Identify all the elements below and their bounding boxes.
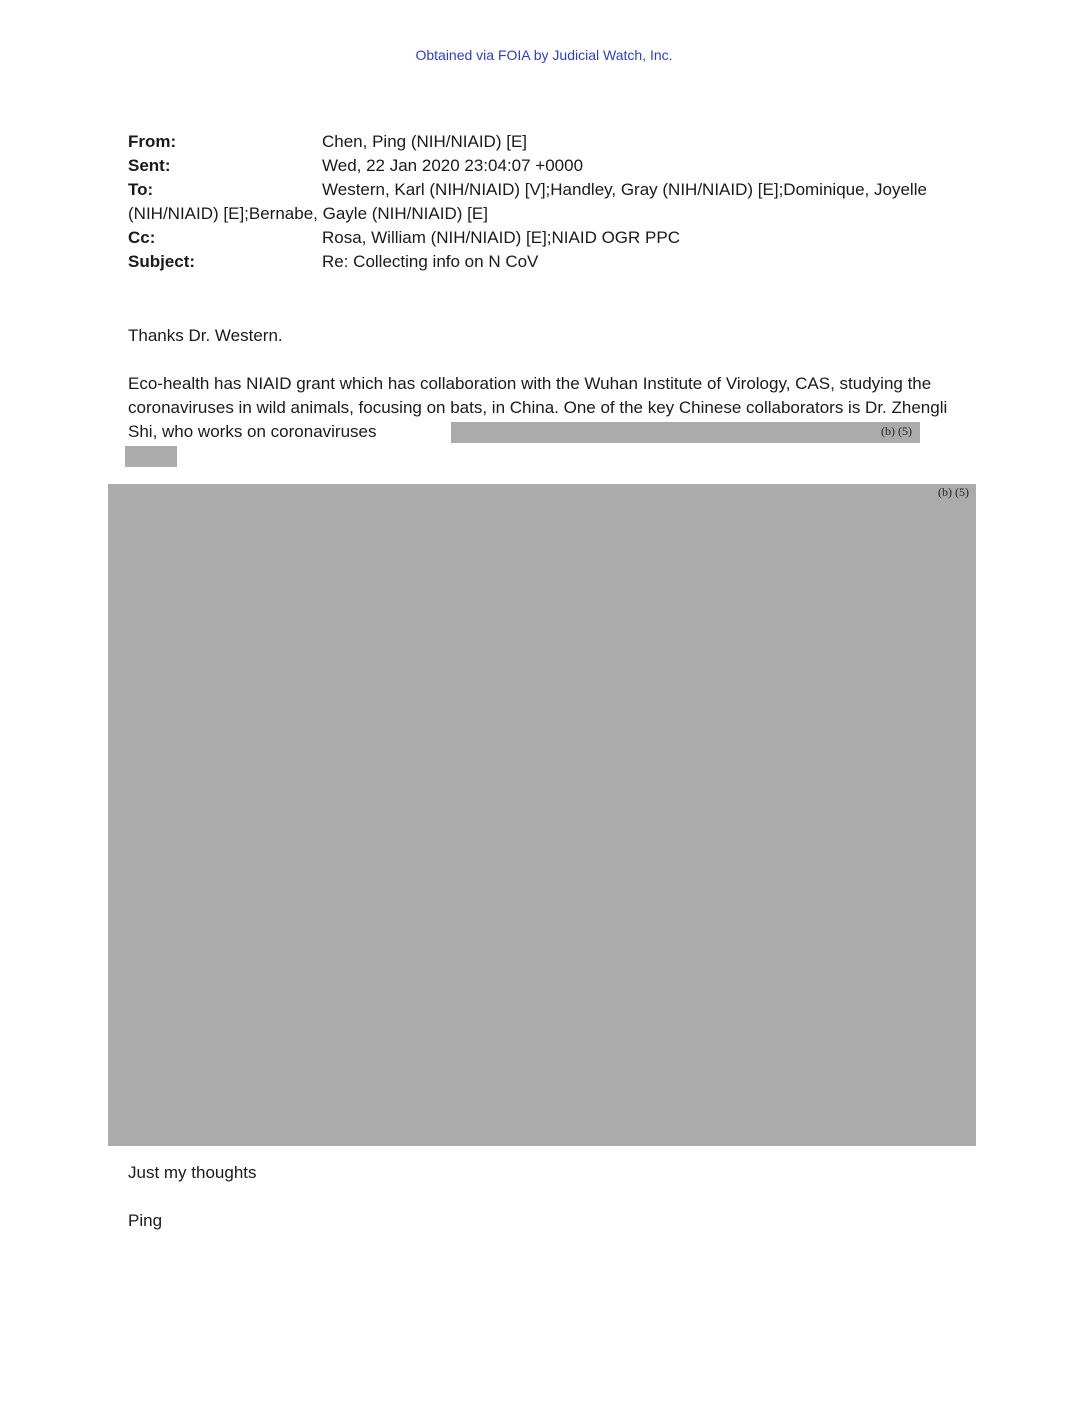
email-headers xyxy=(128,130,968,274)
to-label: To: xyxy=(128,180,154,199)
block-redaction-code: (b) (5) xyxy=(938,485,969,499)
sent-label: Sent: xyxy=(128,156,171,175)
from-label: From: xyxy=(128,132,177,151)
header-to xyxy=(128,178,968,226)
subject-value: Re: Collecting info on N CoV xyxy=(322,252,539,271)
from-value: Chen, Ping (NIH/NIAID) [E] xyxy=(322,132,528,151)
cc-label: Cc: xyxy=(128,228,156,247)
header-cc xyxy=(128,226,968,250)
sent-value: Wed, 22 Jan 2020 23:04:07 +0000 xyxy=(322,156,584,175)
inline-redaction-continued xyxy=(125,446,177,467)
to-value: Western, Karl (NIH/NIAID) [V];Handley, Gray (NIH/NIAID) [E];Dominique, Joyelle (NIH/NIAID) [E];Bernabe, Gayle (NIH/NIAID) [E] xyxy=(128,180,927,223)
greeting: Thanks Dr. Western. xyxy=(128,326,283,345)
cc-value: Rosa, William (NIH/NIAID) [E];NIAID OGR PPC xyxy=(322,228,680,247)
body-paragraph: Eco-health has NIAID grant which has collaboration with the Wuhan Institute of Virology, CAS, studying the coronaviruses in wild animals, focusing on bats, in China. One of the key Chinese collaborators is Dr. Zhengli Shi, who works on coronaviruses xyxy=(128,374,948,441)
header-sent xyxy=(128,154,968,178)
signature: Ping xyxy=(128,1211,163,1230)
inline-redaction xyxy=(451,422,920,443)
foia-watermark: Obtained via FOIA by Judicial Watch, Inc. xyxy=(415,47,673,63)
inline-redaction-code: (b) (5) xyxy=(881,424,912,438)
subject-label: Subject: xyxy=(128,252,196,271)
header-from xyxy=(128,130,968,154)
redaction-block xyxy=(108,484,976,1146)
closing-line: Just my thoughts xyxy=(128,1163,257,1182)
header-subject xyxy=(128,250,968,274)
